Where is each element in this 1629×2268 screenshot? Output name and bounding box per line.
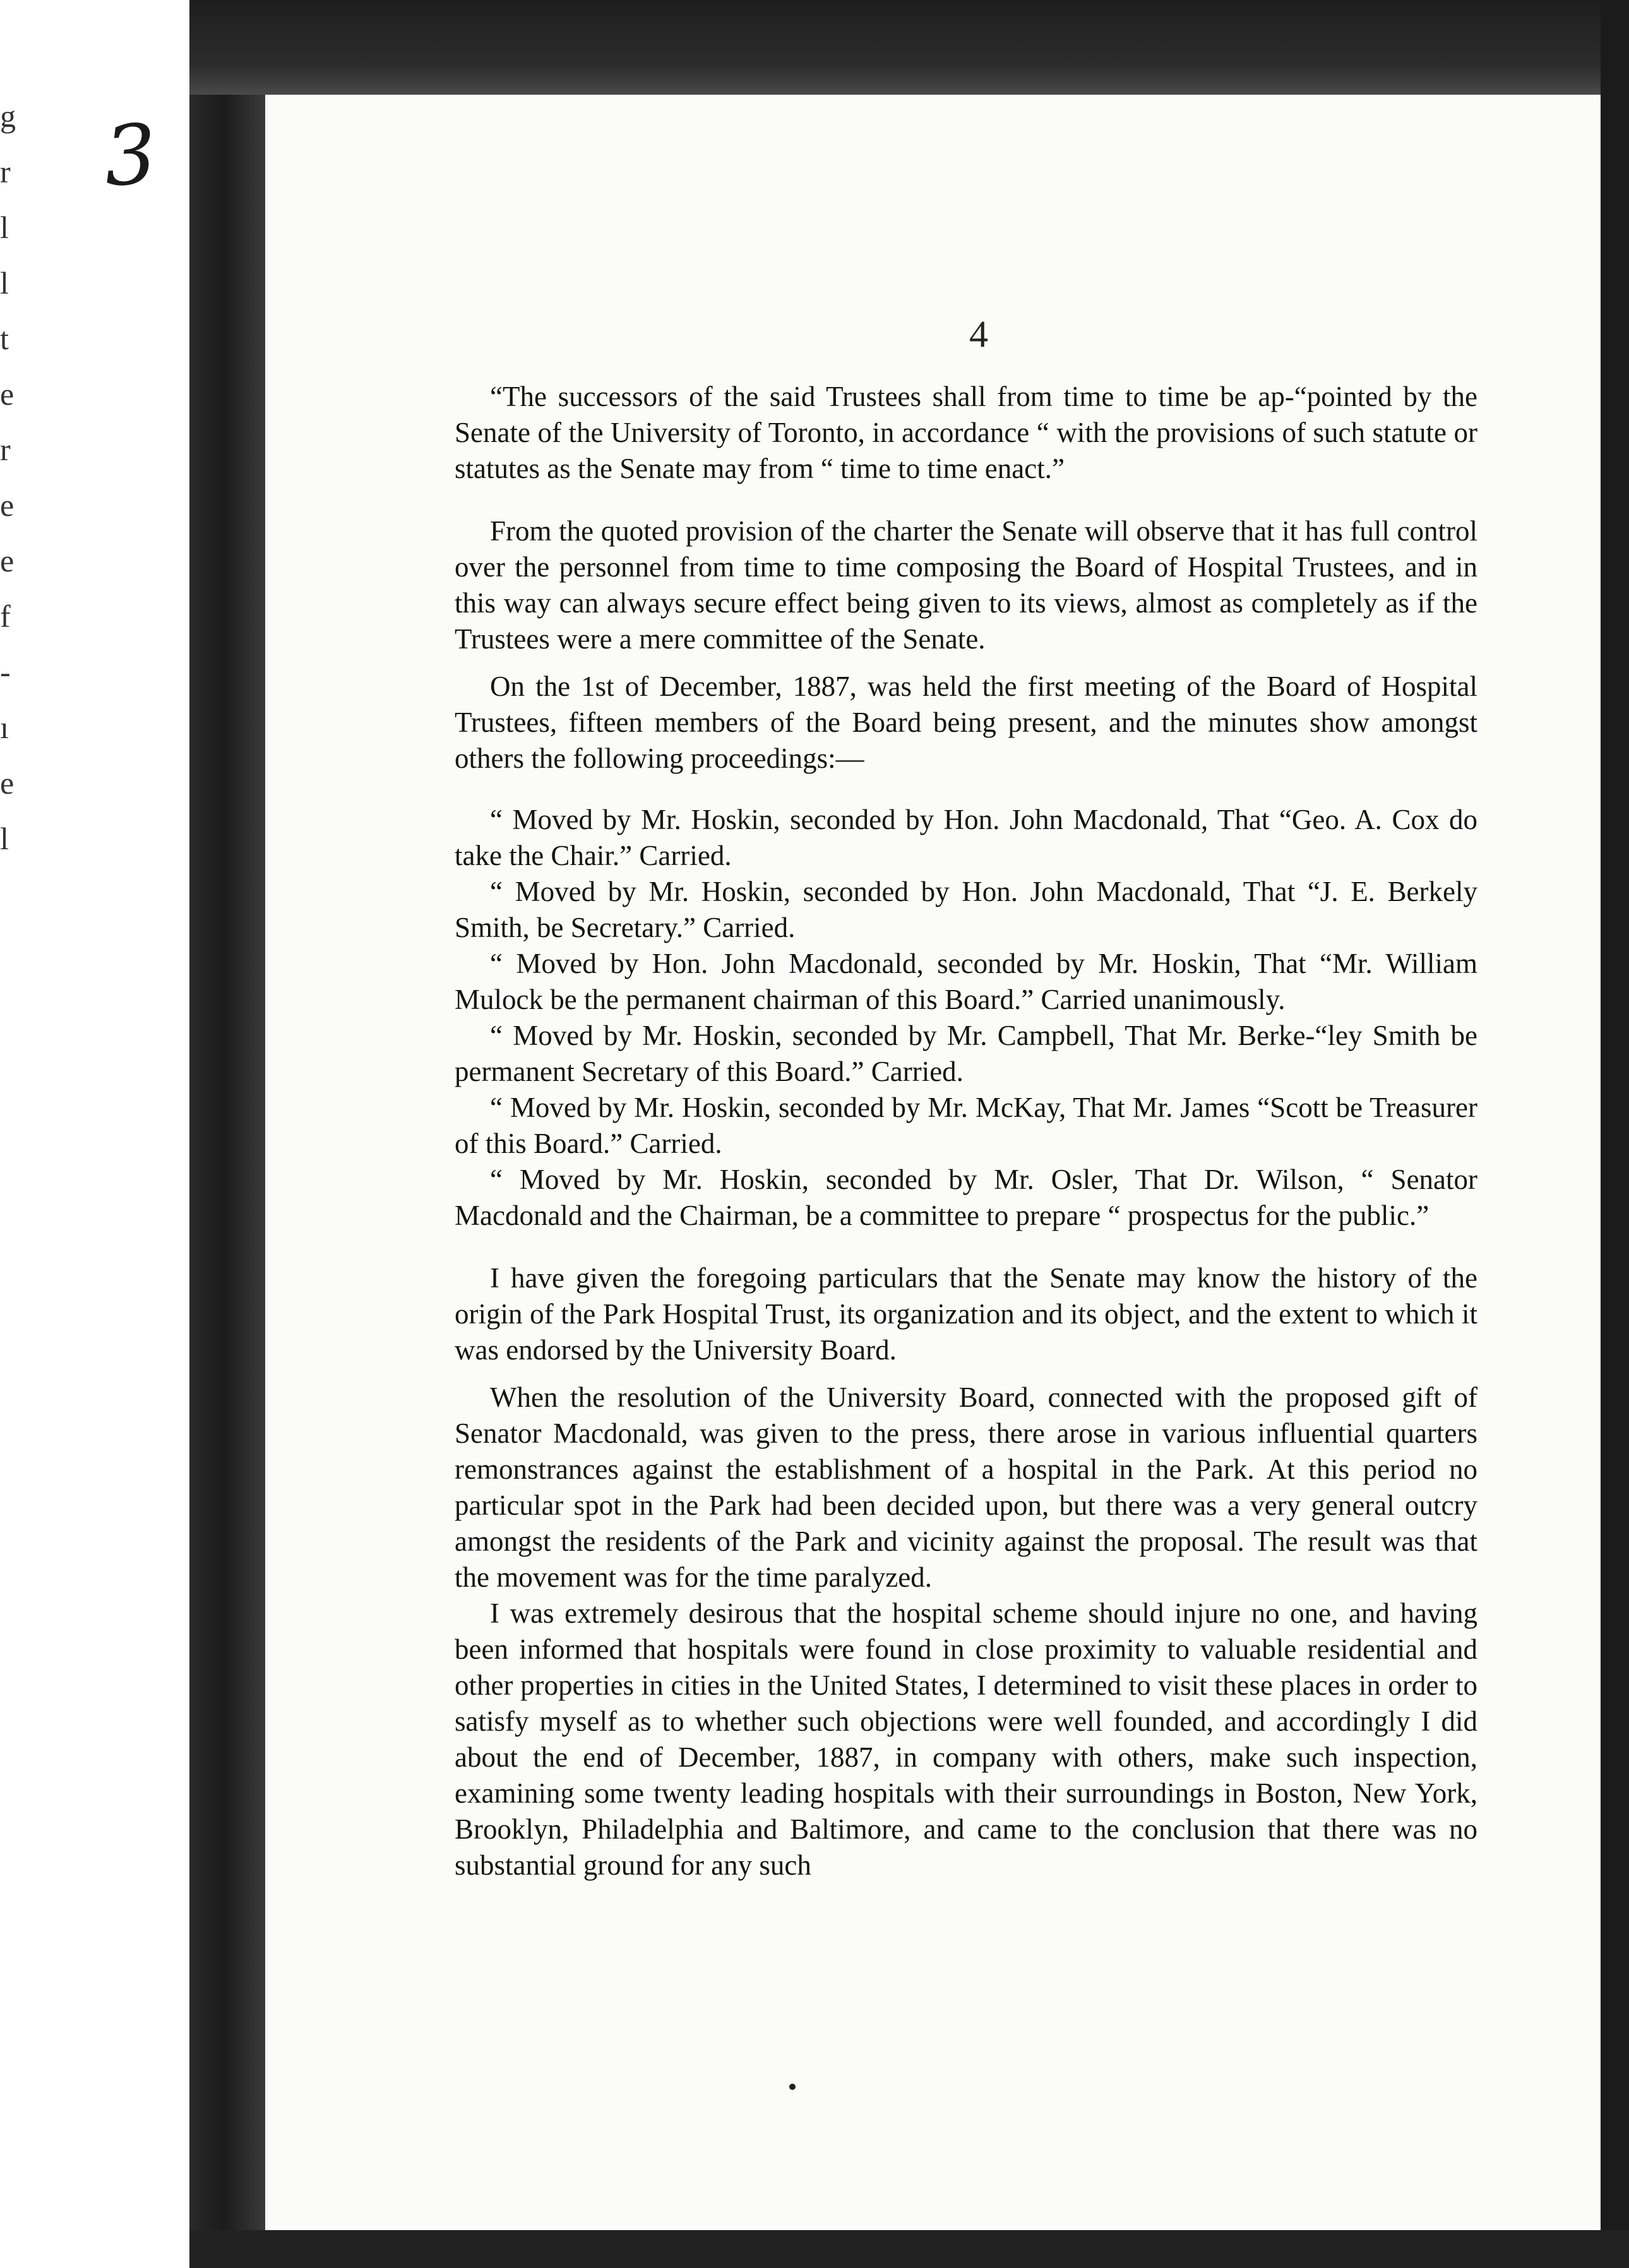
adjacent-page-margin-text: [0, 88, 25, 866]
charter-quote-paragraph: “The successors of the said Trustees shall from time to time be ap-“pointed by the Senate of the University of Toronto, in accordance “ with the provisions of such statute or statutes as the Senate may from “ time to time enact.”: [455, 381, 1477, 484]
scan-top-border: [189, 0, 1629, 95]
margin-char: r: [0, 154, 11, 189]
margin-char: l: [0, 821, 9, 856]
scan-right-border: [1601, 0, 1629, 2268]
page-speck: [789, 2084, 796, 2090]
adjacent-page-strip: [0, 0, 189, 2268]
margin-char: e: [0, 543, 15, 578]
scan-bottom-border: [189, 2230, 1629, 2268]
motion-paragraph: “ Moved by Hon. John Macdonald, seconded by Mr. Hoskin, That “Mr. William Mulock be the permanent chairman of this Board.” Carried unanimously.: [455, 948, 1477, 1015]
minutes-motions: [455, 802, 1477, 1234]
handwritten-page-mark: 3: [100, 105, 160, 205]
margin-char: -: [0, 654, 11, 689]
body-paragraph: From the quoted provision of the charter the Senate will observe that it has full control over the personnel from time to time composing the Board of Hospital Trustees, and in this way can always secure effect being given to its views, almost as completely as if the Trustees were a mere committee of the Senate.: [455, 515, 1477, 655]
scan-binding-shadow: [189, 0, 265, 2268]
body-paragraph: On the 1st of December, 1887, was held the first meeting of the Board of Hospital Trustees, fifteen members of the Board being present, and the minutes show amongst others the following proceedings:—: [455, 671, 1477, 774]
margin-char: f: [0, 599, 11, 634]
page-number: 4: [969, 313, 988, 355]
margin-char: t: [0, 321, 9, 356]
margin-char: g: [0, 98, 16, 134]
motion-paragraph: “ Moved by Mr. Hoskin, seconded by Mr. Osler, That Dr. Wilson, “ Senator Macdonald and the Chairman, be a committee to prepare “ prospectus for the public.”: [455, 1164, 1477, 1231]
document-body: [455, 379, 1477, 1883]
margin-char: r: [0, 432, 11, 467]
motion-paragraph: “ Moved by Mr. Hoskin, seconded by Hon. John Macdonald, That “J. E. Berkely Smith, be Secretary.” Carried.: [455, 876, 1477, 943]
margin-char: l: [0, 265, 9, 301]
motion-paragraph: “ Moved by Mr. Hoskin, seconded by Mr. McKay, That Mr. James “Scott be Treasurer of this Board.” Carried.: [455, 1092, 1477, 1159]
body-paragraph: When the resolution of the University Board, connected with the proposed gift of Senator Macdonald, was given to the press, there arose in various influential quarters remonstrances against the establishment of a hospital in the Park. At this period no particular spot in the Park had been decided upon, but there was a very general outcry amongst the residents of the Park and vicinity against the proposal. The result was that the movement was for the time paralyzed.: [455, 1382, 1477, 1593]
body-paragraph: I was extremely desirous that the hospital scheme should injure no one, and having been informed that hospitals were found in close proximity to valuable residential and other properties in cities in the United States, I determined to visit these places in order to satisfy myself as to whether such objections were well founded, and accordingly I did about the end of December, 1887, in company with others, make such inspection, examining some twenty leading hospitals with their surroundings in Boston, New York, Brooklyn, Philadelphia and Baltimore, and came to the conclusion that there was no substantial ground for any such: [455, 1597, 1477, 1881]
margin-char: ı: [0, 710, 9, 745]
margin-char: e: [0, 765, 15, 801]
margin-char: e: [0, 376, 15, 412]
motion-paragraph: “ Moved by Mr. Hoskin, seconded by Hon. John Macdonald, That “Geo. A. Cox do take the Chair.” Carried.: [455, 804, 1477, 871]
margin-char: l: [0, 210, 9, 245]
margin-char: e: [0, 487, 15, 523]
body-paragraph: I have given the foregoing particulars that the Senate may know the history of the origin of the Park Hospital Trust, its organization and its object, and the extent to which it was endorsed by the University Board.: [455, 1262, 1477, 1366]
motion-paragraph: “ Moved by Mr. Hoskin, seconded by Mr. Campbell, That Mr. Berke-“ley Smith be permanent Secretary of this Board.” Carried.: [455, 1020, 1477, 1087]
